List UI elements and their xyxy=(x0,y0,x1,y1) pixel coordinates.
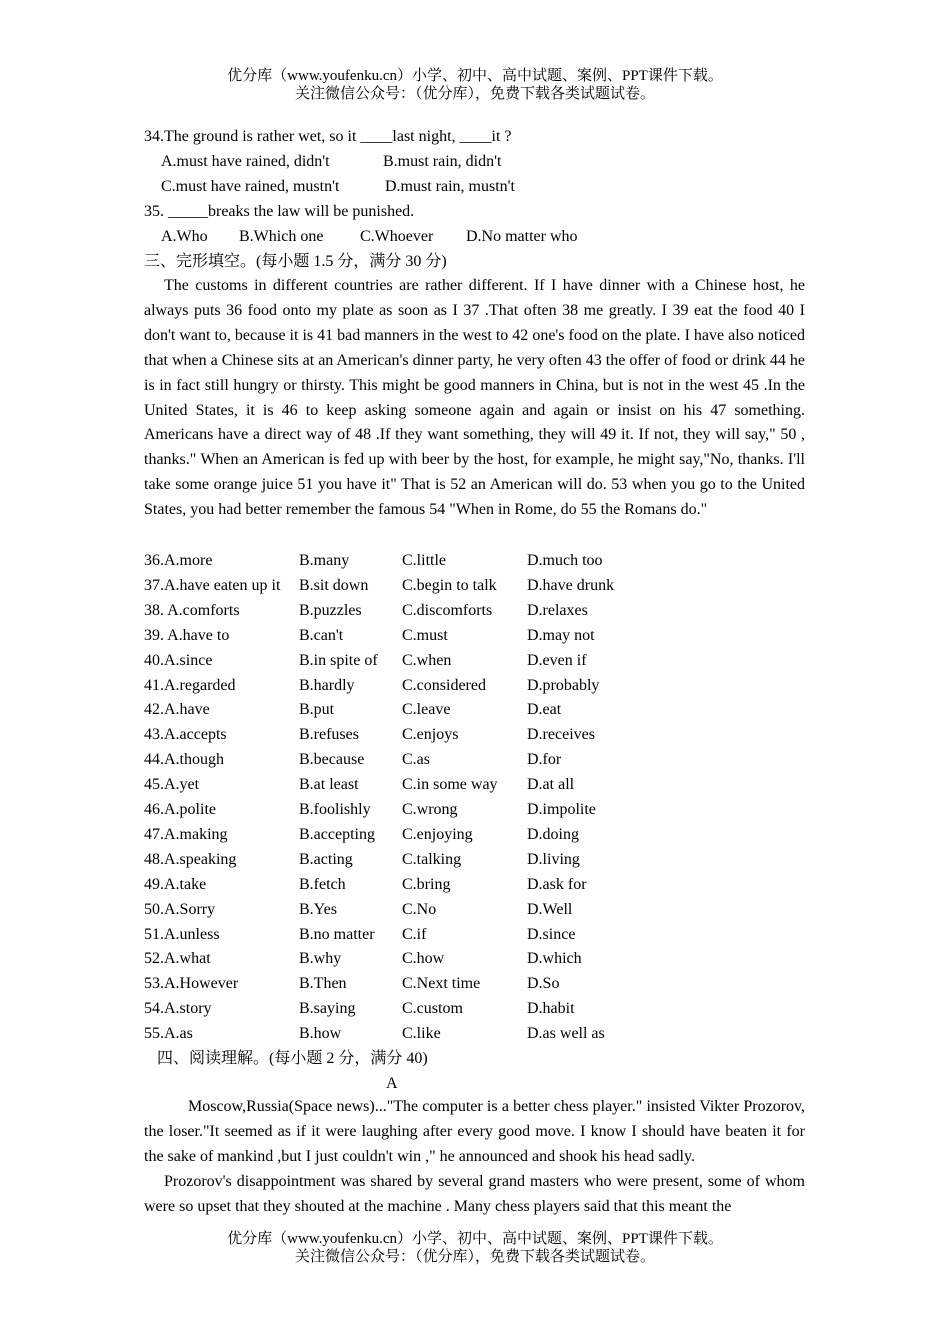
cloze-question-row xyxy=(144,825,804,845)
cloze-option-a: 53.A.However xyxy=(144,975,239,993)
cloze-option-d: D.for xyxy=(527,751,562,769)
page-footer xyxy=(0,1230,950,1266)
q35-option-d: D.No matter who xyxy=(466,228,578,245)
cloze-option-a: 52.A.what xyxy=(144,950,211,968)
cloze-option-d: D.much too xyxy=(527,552,603,569)
cloze-question-row xyxy=(144,1024,804,1044)
cloze-option-c: C.bring xyxy=(402,875,451,893)
cloze-question-row xyxy=(144,700,804,720)
q34-stem: 34.The ground is rather wet, so it ____last night, ____it ? xyxy=(144,128,512,145)
cloze-question-row xyxy=(144,626,804,646)
cloze-option-a: 44.A.though xyxy=(144,751,224,769)
cloze-option-b: B.puzzles xyxy=(299,601,362,619)
cloze-question-row xyxy=(144,651,804,671)
cloze-option-d: D.which xyxy=(527,950,582,968)
cloze-option-a: 47.A.making xyxy=(144,825,228,843)
reading-section-label: A xyxy=(386,1075,398,1092)
cloze-question-row xyxy=(144,601,804,621)
cloze-option-c: C.as xyxy=(402,751,430,769)
cloze-option-a: 38. A.comforts xyxy=(144,601,240,619)
footer-line-2: 关注微信公众号：（优分库），免费下载各类试题试卷。 xyxy=(294,1249,655,1265)
cloze-option-c: C.begin to talk xyxy=(402,576,497,594)
q35-option-c: C.Whoever xyxy=(360,228,434,245)
cloze-option-b: B.acting xyxy=(299,850,353,868)
cloze-option-a: 37.A.have eaten up it xyxy=(144,576,281,594)
cloze-option-d: D.Well xyxy=(527,900,573,918)
cloze-option-d: D.So xyxy=(527,975,560,993)
q35-stem: 35. _____breaks the law will be punished. xyxy=(144,203,415,220)
cloze-option-d: D.doing xyxy=(527,825,579,843)
cloze-option-c: C.enjoys xyxy=(402,726,459,744)
cloze-option-b: B.Then xyxy=(299,975,347,993)
cloze-question-row xyxy=(144,850,804,870)
cloze-option-c: C.like xyxy=(402,1025,441,1043)
cloze-option-a: 49.A.take xyxy=(144,875,207,893)
cloze-option-a: 46.A.polite xyxy=(144,801,216,818)
cloze-option-b: B.many xyxy=(299,552,350,569)
cloze-option-d: D.may not xyxy=(527,626,595,644)
cloze-option-b: B.no matter xyxy=(299,925,375,943)
q35-option-b: B.Which one xyxy=(239,228,324,245)
cloze-option-a: 36.A.more xyxy=(144,552,213,569)
cloze-option-b: B.accepting xyxy=(299,825,375,843)
cloze-option-b: B.put xyxy=(299,701,335,719)
cloze-question-row xyxy=(144,800,804,820)
cloze-question-row xyxy=(144,551,804,571)
cloze-option-b: B.because xyxy=(299,751,365,769)
cloze-option-b: B.how xyxy=(299,1025,342,1043)
cloze-option-a: 54.A.story xyxy=(144,1000,212,1018)
reading-heading: 四、阅读理解。(每小题 2 分，满分 40) xyxy=(157,1050,428,1067)
cloze-option-c: C.No xyxy=(402,900,437,918)
cloze-option-a: 40.A.since xyxy=(144,651,213,669)
cloze-question-row xyxy=(144,949,804,969)
cloze-passage: The customs in different countries are rather different. If I have dinner with a Chinese host, he always puts 36 food onto my plate as soon as I 37 .That often 38 me greatly. I 39 eat the food 40 I don't want to, because it is 41 bad manners in the west to 42 one's food on the plate. I have also noticed that when a Chinese sits at an American's dinner party, he very often 43 the offer of food or drink 44 he is in fact still hungry or thirsty. This might be good manners in China, but is not in the west 45 .In the United States, it is 46 to keep asking someone again and again or insist on his 47 something. Americans have a direct way of 48 .If they want something, they will 49 it. If not, they will say," 50 , thanks." When an American is fed up with beer by the host, for example, he might say,"No, thanks. I'll take some orange juice 51 you have it" That is 52 an American will do. 53 when you go to the United States, you had better remember the famous 54 "When in Rome, do 55 the Romans do." xyxy=(144,277,805,519)
cloze-option-d: D.since xyxy=(527,925,576,943)
cloze-question-row xyxy=(144,576,804,596)
page-header xyxy=(0,67,950,103)
q34-option-d: D.must rain, mustn't xyxy=(385,178,515,195)
cloze-question-row xyxy=(144,900,804,920)
cloze-option-c: C.discomforts xyxy=(402,601,493,619)
q34-option-b: B.must rain, didn't xyxy=(383,153,502,170)
q35-option-a: A.Who xyxy=(161,228,208,245)
cloze-option-c: C.if xyxy=(402,925,427,943)
q34-option-c: C.must have rained, mustn't xyxy=(161,178,340,195)
cloze-option-d: D.impolite xyxy=(527,801,596,818)
cloze-option-c: C.wrong xyxy=(402,801,458,818)
cloze-option-c: C.in some way xyxy=(402,776,498,794)
cloze-option-c: C.when xyxy=(402,651,452,669)
cloze-question-row xyxy=(144,925,804,945)
cloze-option-d: D.relaxes xyxy=(527,601,588,619)
cloze-option-b: B.can't xyxy=(299,626,344,644)
cloze-option-d: D.probably xyxy=(527,676,600,694)
cloze-question-row xyxy=(144,974,804,994)
cloze-option-d: D.have drunk xyxy=(527,576,615,594)
cloze-option-d: D.habit xyxy=(527,1000,575,1018)
cloze-option-c: C.must xyxy=(402,626,448,644)
cloze-option-a: 50.A.Sorry xyxy=(144,900,216,918)
cloze-option-b: B.in spite of xyxy=(299,651,378,669)
cloze-question-row xyxy=(144,775,804,795)
cloze-question-row xyxy=(144,875,804,895)
cloze-option-c: C.Next time xyxy=(402,975,481,993)
footer-line-1: 优分库（www.youfenku.cn）小学、初中、高中试题、案例、PPT课件下载。 xyxy=(227,1231,723,1247)
cloze-option-a: 45.A.yet xyxy=(144,776,200,794)
cloze-option-d: D.at all xyxy=(527,776,575,794)
cloze-option-b: B.foolishly xyxy=(299,801,371,818)
cloze-option-a: 55.A.as xyxy=(144,1025,193,1043)
cloze-question-row xyxy=(144,999,804,1019)
reading-paragraph-2: Prozorov's disappointment was shared by several grand masters who were present, some of whom were so upset that they shouted at the machine . Many chess players said that this meant the xyxy=(144,1173,805,1215)
cloze-option-d: D.eat xyxy=(527,701,562,719)
cloze-option-c: C.leave xyxy=(402,701,451,719)
cloze-option-c: C.how xyxy=(402,950,445,968)
cloze-option-d: D.as well as xyxy=(527,1025,605,1043)
cloze-option-b: B.saying xyxy=(299,1000,356,1018)
cloze-option-d: D.living xyxy=(527,850,580,868)
cloze-option-b: B.at least xyxy=(299,776,359,794)
cloze-question-row xyxy=(144,676,804,696)
cloze-option-a: 48.A.speaking xyxy=(144,850,237,868)
cloze-option-b: B.fetch xyxy=(299,875,346,893)
cloze-option-b: B.hardly xyxy=(299,676,355,694)
cloze-option-c: C.little xyxy=(402,552,446,569)
cloze-option-b: B.refuses xyxy=(299,726,359,744)
cloze-option-c: C.talking xyxy=(402,850,462,868)
reading-paragraph-1: Moscow,Russia(Space news)..."The computer is a better chess player." insisted Vikter Prozorov, the loser."It seemed as if it were laughing after every good move. I know I should have beaten it for the sake of mankind ,but I just couldn't win ," he announced and shook his head sadly. xyxy=(144,1098,805,1165)
cloze-option-b: B.sit down xyxy=(299,576,369,594)
cloze-option-a: 43.A.accepts xyxy=(144,726,227,744)
q34-option-a: A.must have rained, didn't xyxy=(161,153,330,170)
cloze-option-a: 51.A.unless xyxy=(144,925,220,943)
cloze-option-d: D.receives xyxy=(527,726,595,744)
cloze-heading: 三、完形填空。(每小题 1.5 分，满分 30 分) xyxy=(144,253,447,270)
cloze-option-a: 39. A.have to xyxy=(144,626,230,644)
cloze-question-row xyxy=(144,750,804,770)
cloze-option-d: D.ask for xyxy=(527,875,587,893)
cloze-option-c: C.considered xyxy=(402,676,486,694)
cloze-option-c: C.enjoying xyxy=(402,825,473,843)
cloze-option-a: 41.A.regarded xyxy=(144,676,236,694)
header-line-1: 优分库（www.youfenku.cn）小学、初中、高中试题、案例、PPT课件下载。 xyxy=(227,68,723,84)
cloze-option-d: D.even if xyxy=(527,651,587,669)
cloze-option-c: C.custom xyxy=(402,1000,463,1018)
cloze-option-b: B.why xyxy=(299,950,342,968)
cloze-option-a: 42.A.have xyxy=(144,701,210,719)
cloze-option-b: B.Yes xyxy=(299,900,337,918)
cloze-question-row xyxy=(144,725,804,745)
header-line-2: 关注微信公众号：（优分库），免费下载各类试题试卷。 xyxy=(294,86,655,102)
